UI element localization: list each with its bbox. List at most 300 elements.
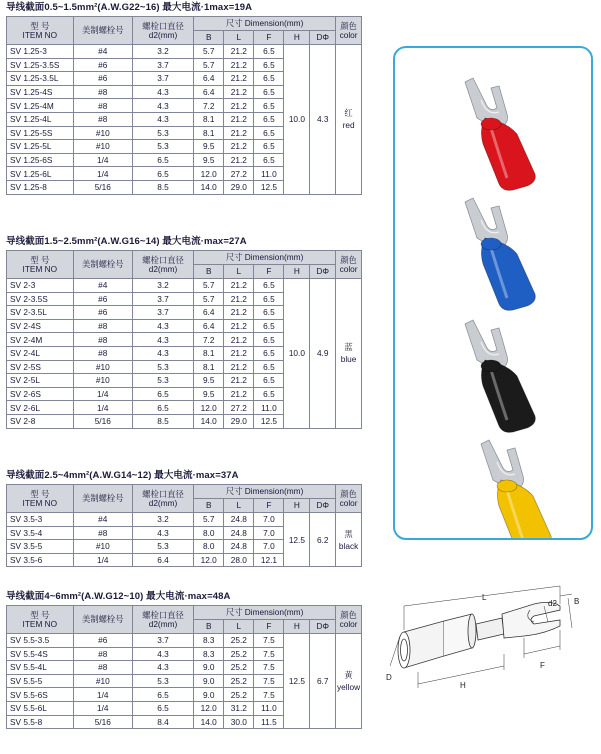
dim-f: 6.5: [254, 374, 284, 388]
hole-diameter: 3.7: [132, 58, 193, 72]
dim-l: 21.2: [224, 72, 254, 86]
header-l: L: [224, 499, 254, 513]
hole-diameter: 3.7: [132, 72, 193, 86]
dim-f: 11.0: [254, 167, 284, 181]
item-no: SV 5.5-4L: [7, 661, 74, 675]
screw-size: 5/16: [73, 414, 132, 428]
screw-size: 1/4: [73, 553, 132, 567]
hole-diameter: 3.7: [132, 292, 193, 306]
header-hole-label: 螺栓口直径: [142, 20, 184, 31]
header-h: H: [284, 265, 310, 279]
dim-f: 11.0: [254, 401, 284, 415]
header-b: B: [194, 265, 224, 279]
header-dimension: 尺寸 Dimension(mm): [194, 606, 336, 620]
dim-f: 6.5: [254, 279, 284, 293]
item-no: SV 1.25-8: [7, 180, 74, 194]
hole-diameter: 5.3: [132, 360, 193, 374]
dim-b: 9.0: [194, 688, 224, 702]
dim-f: 6.5: [254, 58, 284, 72]
hole-diameter: 4.3: [132, 319, 193, 333]
dim-d: 4.3: [310, 45, 336, 195]
item-no: SV 2-3.5L: [7, 306, 74, 320]
sleeve-color-en: black: [338, 540, 359, 551]
header-f: F: [254, 620, 284, 634]
dim-b: 5.7: [194, 58, 224, 72]
dim-b: 14.0: [194, 180, 224, 194]
header-screw: 美制螺栓号: [73, 251, 132, 279]
dim-f: 6.5: [254, 99, 284, 113]
dim-l: 25.2: [224, 661, 254, 675]
dim-l: 29.0: [224, 414, 254, 428]
fork-terminal: [465, 320, 535, 432]
screw-size: #8: [73, 112, 132, 126]
item-no: SV 5.5-5: [7, 674, 74, 688]
dim-h: 10.0: [284, 45, 310, 195]
header-item-label: ITEM NO: [22, 29, 58, 40]
sleeve-color: [336, 634, 362, 729]
item-no: SV 2-3.5S: [7, 292, 74, 306]
terminal-outline: [398, 602, 560, 668]
dim-h: 10.0: [284, 279, 310, 429]
section-title: 导线截面0.5~1.5mm²(A.W.G22~16) 最大电流·1max=19A: [6, 2, 253, 13]
spec-table: [6, 605, 362, 729]
item-no: SV 3.5-5: [7, 540, 74, 554]
item-no: SV 5.5-4S: [7, 647, 74, 661]
header-screw: 美制螺栓号: [73, 17, 132, 45]
dim-f: 7.0: [254, 540, 284, 554]
dim-l: 24.8: [224, 513, 254, 527]
dim-l: 21.2: [224, 112, 254, 126]
sleeve-color: [336, 513, 362, 567]
dim-f: 6.5: [254, 126, 284, 140]
hole-diameter: 4.3: [132, 112, 193, 126]
spec-table: [6, 484, 362, 567]
header-screw: 美制螺栓号: [73, 606, 132, 634]
hole-diameter: 5.3: [132, 374, 193, 388]
dim-b: 12.0: [194, 553, 224, 567]
dim-b: 12.0: [194, 401, 224, 415]
dim-b: 9.5: [194, 140, 224, 154]
dim-b: 9.0: [194, 674, 224, 688]
dim-b: 7.2: [194, 333, 224, 347]
item-no: SV 1.25-3: [7, 45, 74, 59]
screw-size: #8: [73, 85, 132, 99]
item-no: SV 5.5-6L: [7, 701, 74, 715]
item-no: SV 3.5-4: [7, 526, 74, 540]
item-no: SV 3.5-3: [7, 513, 74, 527]
sleeve-color-en: yellow: [337, 682, 361, 693]
dim-f: 6.5: [254, 333, 284, 347]
dim-l: 21.2: [224, 374, 254, 388]
dim-l: 21.2: [224, 360, 254, 374]
screw-size: #6: [73, 58, 132, 72]
header-f: F: [254, 265, 284, 279]
header-hole: [132, 251, 193, 279]
dim-l: 24.8: [224, 540, 254, 554]
header-d: DΦ: [310, 620, 336, 634]
header-item-no: [7, 17, 74, 45]
dim-l: 21.2: [224, 333, 254, 347]
header-b: B: [194, 620, 224, 634]
dim-f: 6.5: [254, 360, 284, 374]
screw-size: #4: [73, 45, 132, 59]
hole-diameter: 4.3: [132, 333, 193, 347]
hole-diameter: 5.3: [132, 674, 193, 688]
screw-size: #10: [73, 360, 132, 374]
section-title: 导线截面2.5~4mm²(A.W.G14~12) 最大电流·max=37A: [6, 470, 239, 481]
dim-d: 4.9: [310, 279, 336, 429]
hole-diameter: 5.3: [132, 126, 193, 140]
screw-size: #6: [73, 72, 132, 86]
screw-size: 1/4: [73, 153, 132, 167]
hole-diameter: 6.4: [132, 553, 193, 567]
dim-f: 6.5: [254, 72, 284, 86]
dim-b: 9.5: [194, 374, 224, 388]
dim-b: 5.7: [194, 279, 224, 293]
screw-size: #6: [73, 634, 132, 648]
item-no: SV 1.25-3.5S: [7, 58, 74, 72]
hole-diameter: 8.4: [132, 715, 193, 729]
hole-diameter: 3.2: [132, 513, 193, 527]
header-item-no: [7, 606, 74, 634]
header-item-no: [7, 485, 74, 513]
section-title: 导线截面1.5~2.5mm²(A.W.G16~14) 最大电流·max=27A: [6, 236, 247, 247]
header-type-label: 型 号: [30, 609, 50, 620]
dim-l: 21.2: [224, 346, 254, 360]
header-type-label: 型 号: [30, 20, 50, 31]
dim-b: 6.4: [194, 306, 224, 320]
header-color: [336, 485, 362, 513]
hole-diameter: 3.2: [132, 279, 193, 293]
dim-l: 21.2: [224, 279, 254, 293]
dim-f: 7.5: [254, 661, 284, 675]
table-row: [7, 634, 362, 648]
dim-h: 12.5: [284, 513, 310, 567]
header-hole-label: 螺栓口直径: [142, 488, 184, 499]
header-type-label: 型 号: [30, 488, 50, 499]
dim-f: 7.5: [254, 647, 284, 661]
sleeve-color-en: red: [342, 120, 355, 131]
hole-diameter: 5.3: [132, 540, 193, 554]
screw-size: #8: [73, 333, 132, 347]
screw-size: 1/4: [73, 688, 132, 702]
item-no: SV 5.5-6S: [7, 688, 74, 702]
screw-size: 1/4: [73, 387, 132, 401]
hole-diameter: 4.3: [132, 85, 193, 99]
header-item-label: ITEM NO: [22, 618, 58, 629]
dim-l: 27.2: [224, 401, 254, 415]
dim-b: 5.7: [194, 45, 224, 59]
dim-l: 25.2: [224, 674, 254, 688]
dim-b: 8.0: [194, 540, 224, 554]
dim-l: 31.2: [224, 701, 254, 715]
screw-size: #8: [73, 661, 132, 675]
item-no: SV 1.25-3.5L: [7, 72, 74, 86]
header-hole-unit: d2(mm): [148, 497, 178, 508]
header-dimension: 尺寸 Dimension(mm): [194, 251, 336, 265]
table-row: [7, 45, 362, 59]
screw-size: 1/4: [73, 167, 132, 181]
hole-diameter: 3.7: [132, 306, 193, 320]
fork-terminal: [481, 440, 551, 538]
dim-f: 6.5: [254, 306, 284, 320]
item-no: SV 1.25-5L: [7, 140, 74, 154]
dim-b: 6.4: [194, 72, 224, 86]
table-row: [7, 279, 362, 293]
dim-h: 12.5: [284, 634, 310, 729]
table-row: [7, 513, 362, 527]
dim-b: 8.1: [194, 346, 224, 360]
dim-b: 9.5: [194, 153, 224, 167]
item-no: SV 2-6L: [7, 401, 74, 415]
item-no: SV 2-4S: [7, 319, 74, 333]
screw-size: #10: [73, 126, 132, 140]
screw-size: #4: [73, 279, 132, 293]
dim-f: 6.5: [254, 346, 284, 360]
dim-b: 8.3: [194, 634, 224, 648]
header-dimension: 尺寸 Dimension(mm): [194, 485, 336, 499]
header-color-en: color: [339, 263, 358, 274]
header-h: H: [284, 499, 310, 513]
header-color-en: color: [339, 618, 358, 629]
spec-section-2: [6, 236, 362, 429]
item-no: SV 1.25-5S: [7, 126, 74, 140]
header-color: [336, 606, 362, 634]
dim-b: 9.5: [194, 387, 224, 401]
item-no: SV 1.25-4S: [7, 85, 74, 99]
dim-f: 6.5: [254, 85, 284, 99]
dim-b: 8.0: [194, 526, 224, 540]
dim-f: 6.5: [254, 140, 284, 154]
dim-b: 5.7: [194, 292, 224, 306]
item-no: SV 2-3: [7, 279, 74, 293]
header-l: L: [224, 620, 254, 634]
spec-table: [6, 16, 362, 195]
header-item-no: [7, 251, 74, 279]
dim-f: 12.5: [254, 414, 284, 428]
dim-l: 21.2: [224, 306, 254, 320]
dim-l: 21.2: [224, 58, 254, 72]
dim-b: 14.0: [194, 414, 224, 428]
fork-terminal: [465, 198, 535, 310]
section-title: 导线截面4~6mm²(A.W.G12~10) 最大电流·max=48A: [6, 591, 231, 602]
hole-diameter: 6.5: [132, 167, 193, 181]
header-item-label: ITEM NO: [22, 263, 58, 274]
label-L: L: [482, 593, 487, 602]
header-b: B: [194, 31, 224, 45]
dim-l: 21.2: [224, 45, 254, 59]
hole-diameter: 4.3: [132, 661, 193, 675]
hole-diameter: 4.3: [132, 526, 193, 540]
screw-size: #8: [73, 346, 132, 360]
header-hole-unit: d2(mm): [148, 618, 178, 629]
dim-l: 21.2: [224, 99, 254, 113]
header-color-cn: 颜色: [340, 254, 357, 265]
header-color-cn: 颜色: [340, 488, 357, 499]
spec-section-4: [6, 591, 362, 729]
item-no: SV 2-6S: [7, 387, 74, 401]
screw-size: 1/4: [73, 701, 132, 715]
hole-diameter: 4.3: [132, 99, 193, 113]
dim-b: 9.0: [194, 661, 224, 675]
fork-terminal: [465, 78, 535, 190]
header-color-cn: 颜色: [340, 609, 357, 620]
header-hole-label: 螺栓口直径: [142, 609, 184, 620]
dim-b: 5.7: [194, 513, 224, 527]
label-d2: d2: [548, 599, 557, 608]
item-no: SV 1.25-4M: [7, 99, 74, 113]
screw-size: #8: [73, 647, 132, 661]
dim-f: 6.5: [254, 153, 284, 167]
header-type-label: 型 号: [30, 254, 50, 265]
hole-diameter: 6.5: [132, 401, 193, 415]
header-hole-label: 螺栓口直径: [142, 254, 184, 265]
dim-b: 8.1: [194, 112, 224, 126]
item-no: SV 3.5-6: [7, 553, 74, 567]
dim-b: 7.2: [194, 99, 224, 113]
dim-f: 6.5: [254, 45, 284, 59]
screw-size: 5/16: [73, 715, 132, 729]
header-item-label: ITEM NO: [22, 497, 58, 508]
sleeve-color-cn: 红: [344, 108, 353, 119]
dim-l: 25.2: [224, 647, 254, 661]
sleeve-color-cn: 黑: [344, 528, 353, 539]
hole-diameter: 8.5: [132, 414, 193, 428]
dim-f: 6.5: [254, 319, 284, 333]
header-f: F: [254, 31, 284, 45]
label-D: D: [386, 673, 392, 682]
dim-f: 7.0: [254, 526, 284, 540]
dim-f: 6.5: [254, 387, 284, 401]
dim-f: 11.0: [254, 701, 284, 715]
item-no: SV 2-4M: [7, 333, 74, 347]
dim-b: 12.0: [194, 167, 224, 181]
dim-f: 7.0: [254, 513, 284, 527]
item-no: SV 1.25-6L: [7, 167, 74, 181]
screw-size: #10: [73, 540, 132, 554]
screw-size: #6: [73, 306, 132, 320]
header-hole-unit: d2(mm): [148, 263, 178, 274]
item-no: SV 5.5-8: [7, 715, 74, 729]
spec-section-1: [6, 2, 362, 195]
hole-diameter: 8.5: [132, 180, 193, 194]
screw-size: #10: [73, 140, 132, 154]
dim-l: 28.0: [224, 553, 254, 567]
sleeve-color-en: blue: [340, 354, 357, 365]
dim-l: 25.2: [224, 688, 254, 702]
screw-size: 1/4: [73, 401, 132, 415]
label-F: F: [540, 661, 545, 670]
dim-b: 8.1: [194, 126, 224, 140]
dim-f: 7.5: [254, 634, 284, 648]
screw-size: #8: [73, 99, 132, 113]
header-f: F: [254, 499, 284, 513]
header-hole-unit: d2(mm): [148, 29, 178, 40]
screw-size: #10: [73, 374, 132, 388]
item-no: SV 2-5L: [7, 374, 74, 388]
header-color: [336, 17, 362, 45]
hole-diameter: 6.5: [132, 688, 193, 702]
header-d: DΦ: [310, 265, 336, 279]
dim-l: 21.2: [224, 387, 254, 401]
dim-b: 6.4: [194, 319, 224, 333]
hole-diameter: 6.5: [132, 153, 193, 167]
dim-l: 25.2: [224, 634, 254, 648]
dim-f: 6.5: [254, 112, 284, 126]
hole-diameter: 4.3: [132, 346, 193, 360]
sleeve-color-cn: 黄: [344, 670, 353, 681]
dim-l: 24.8: [224, 526, 254, 540]
dim-l: 21.2: [224, 140, 254, 154]
spec-table: [6, 250, 362, 429]
dim-d: 6.2: [310, 513, 336, 567]
item-no: SV 2-4L: [7, 346, 74, 360]
header-h: H: [284, 620, 310, 634]
header-d: DΦ: [310, 499, 336, 513]
header-d: DΦ: [310, 31, 336, 45]
label-H: H: [460, 681, 466, 690]
header-l: L: [224, 31, 254, 45]
item-no: SV 2-5S: [7, 360, 74, 374]
dim-f: 6.5: [254, 292, 284, 306]
header-hole: [132, 17, 193, 45]
header-color-en: color: [339, 497, 358, 508]
hole-diameter: 6.5: [132, 701, 193, 715]
hole-diameter: 6.5: [132, 387, 193, 401]
hole-diameter: 3.7: [132, 634, 193, 648]
dim-l: 30.0: [224, 715, 254, 729]
product-photo: [395, 48, 591, 538]
hole-diameter: 5.3: [132, 140, 193, 154]
dim-l: 27.2: [224, 167, 254, 181]
dimension-diagram: [384, 576, 598, 708]
header-hole: [132, 485, 193, 513]
item-no: SV 1.25-6S: [7, 153, 74, 167]
dim-l: 21.2: [224, 292, 254, 306]
dim-b: 14.0: [194, 715, 224, 729]
sleeve-color-cn: 蓝: [344, 342, 353, 353]
dim-b: 6.4: [194, 85, 224, 99]
header-color-cn: 颜色: [340, 20, 357, 31]
product-photo-frame: [393, 46, 593, 540]
dim-l: 21.2: [224, 85, 254, 99]
dim-l: 21.2: [224, 319, 254, 333]
screw-size: #8: [73, 319, 132, 333]
dim-l: 21.2: [224, 153, 254, 167]
dim-d: 6.7: [310, 634, 336, 729]
screw-size: #6: [73, 292, 132, 306]
dim-b: 12.0: [194, 701, 224, 715]
hole-diameter: 4.3: [132, 647, 193, 661]
dim-l: 21.2: [224, 126, 254, 140]
screw-size: 5/16: [73, 180, 132, 194]
dim-f: 7.5: [254, 674, 284, 688]
header-screw: 美制螺栓号: [73, 485, 132, 513]
screw-size: #4: [73, 513, 132, 527]
label-B: B: [574, 597, 580, 606]
header-color: [336, 251, 362, 279]
sleeve-color: [336, 279, 362, 429]
dim-b: 8.1: [194, 360, 224, 374]
header-l: L: [224, 265, 254, 279]
dim-b: 8.3: [194, 647, 224, 661]
header-b: B: [194, 499, 224, 513]
header-color-en: color: [339, 29, 358, 40]
header-h: H: [284, 31, 310, 45]
hole-diameter: 3.2: [132, 45, 193, 59]
dim-f: 12.1: [254, 553, 284, 567]
dim-f: 11.5: [254, 715, 284, 729]
